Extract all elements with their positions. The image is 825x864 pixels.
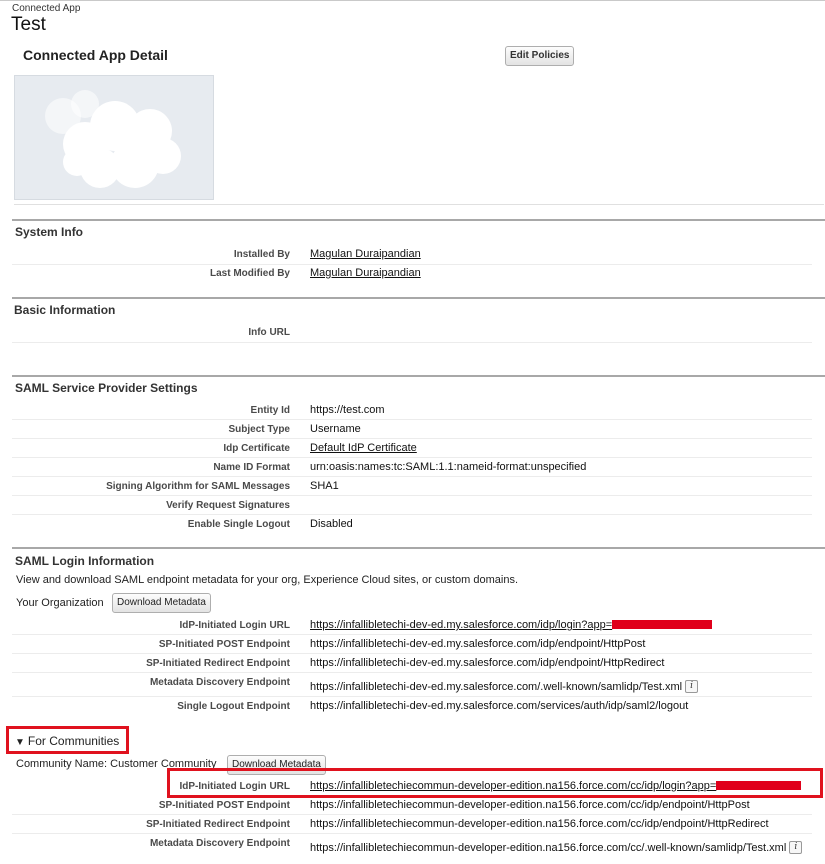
- basic-info-title: Basic Information: [14, 303, 116, 317]
- signing-algorithm-value: SHA1: [310, 480, 339, 492]
- row-divider: [12, 438, 812, 439]
- row-divider: [12, 419, 812, 420]
- community-sp-redirect-value: https://infallibletechiecommun-developer-edition.na156.force.com/cc/idp/endpoint/HttpRedirect: [310, 818, 769, 830]
- org-metadata-discovery-label: Metadata Discovery Endpoint: [149, 677, 290, 688]
- row-divider: [12, 342, 812, 343]
- info-url-label: Info URL: [248, 327, 290, 338]
- community-sp-redirect-label: SP-Initiated Redirect Endpoint: [146, 819, 290, 830]
- enable-single-logout-value: Disabled: [310, 518, 353, 530]
- community-sp-post-label: SP-Initiated POST Endpoint: [158, 800, 290, 811]
- saml-login-title: SAML Login Information: [15, 554, 155, 568]
- row-divider: [12, 495, 812, 496]
- org-sp-post-label: SP-Initiated POST Endpoint: [158, 639, 290, 650]
- enable-single-logout-label: Enable Single Logout: [187, 519, 290, 530]
- last-modified-by-label: Last Modified By: [209, 268, 290, 279]
- org-idp-login-url[interactable]: [310, 619, 712, 631]
- info-icon[interactable]: i: [685, 680, 698, 693]
- saml-sp-bar: [12, 375, 825, 377]
- saml-sp-title: SAML Service Provider Settings: [15, 381, 198, 395]
- divider: [14, 204, 824, 205]
- for-communities-label: For Communities: [27, 734, 120, 748]
- row-divider: [12, 634, 812, 635]
- community-idp-login-url-label: IdP-Initiated Login URL: [179, 781, 290, 792]
- org-single-logout-label: Single Logout Endpoint: [177, 701, 290, 712]
- cloud-logo-icon: [15, 76, 214, 200]
- row-divider: [12, 457, 812, 458]
- row-divider: [12, 514, 812, 515]
- community-idp-login-url[interactable]: [310, 780, 801, 792]
- last-modified-by-link[interactable]: Magulan Duraipandian: [310, 267, 421, 279]
- idp-certificate-label: Idp Certificate: [223, 443, 290, 454]
- org-metadata-discovery: [310, 680, 698, 693]
- edit-policies-button[interactable]: Edit Policies: [505, 46, 574, 66]
- org-idp-login-url-label: IdP-Initiated Login URL: [179, 620, 290, 631]
- for-communities-toggle[interactable]: [15, 734, 119, 748]
- idp-certificate-link[interactable]: Default IdP Certificate: [310, 442, 417, 454]
- community-sp-post-value: https://infallibletechiecommun-developer-edition.na156.force.com/cc/idp/endpoint/HttpPost: [310, 799, 750, 811]
- basic-info-bar: [12, 297, 825, 299]
- saml-login-description: View and download SAML endpoint metadata for your org, Experience Cloud sites, or custom domains.: [16, 574, 518, 586]
- entity-id-value: https://test.com: [310, 404, 385, 416]
- signing-algorithm-label: Signing Algorithm for SAML Messages: [106, 481, 290, 492]
- row-divider: [12, 653, 812, 654]
- installed-by-link[interactable]: Magulan Duraipandian: [310, 248, 421, 260]
- top-border: [0, 0, 825, 1]
- info-icon[interactable]: i: [789, 841, 802, 854]
- community-name: Community Name: Customer Community: [16, 758, 217, 770]
- org-sp-redirect-label: SP-Initiated Redirect Endpoint: [146, 658, 290, 669]
- community-metadata-discovery-label: Metadata Discovery Endpoint: [149, 838, 290, 849]
- row-divider: [12, 672, 812, 673]
- download-metadata-button[interactable]: Download Metadata: [112, 593, 211, 613]
- breadcrumb[interactable]: Connected App: [12, 3, 81, 14]
- row-divider: [12, 814, 812, 815]
- row-divider: [12, 833, 812, 834]
- detail-section-title: Connected App Detail: [23, 47, 168, 63]
- page-title: Test: [11, 14, 46, 35]
- name-id-format-value: urn:oasis:names:tc:SAML:1.1:nameid-format:unspecified: [310, 461, 587, 473]
- community-idp-login-url-link[interactable]: https://infallibletechiecommun-developer-edition.na156.force.com/cc/idp/login?app=: [310, 780, 717, 792]
- subject-type-value: Username: [310, 423, 361, 435]
- saml-login-bar: [12, 547, 825, 549]
- row-divider: [12, 476, 812, 477]
- org-single-logout-value: https://infallibletechi-dev-ed.my.salesforce.com/services/auth/idp/saml2/logout: [310, 700, 689, 712]
- redaction-mark: [612, 620, 712, 629]
- row-divider: [12, 696, 812, 697]
- org-metadata-discovery-value: https://infallibletechi-dev-ed.my.salesforce.com/.well-known/samlidp/Test.xml: [310, 681, 683, 693]
- system-info-title: System Info: [15, 225, 84, 239]
- system-info-bar: [12, 219, 825, 221]
- verify-request-signatures-label: Verify Request Signatures: [166, 500, 290, 511]
- org-sp-redirect-value: https://infallibletechi-dev-ed.my.salesforce.com/idp/endpoint/HttpRedirect: [310, 657, 665, 669]
- triangle-down-icon: ▼: [15, 737, 25, 748]
- subject-type-label: Subject Type: [228, 424, 290, 435]
- community-download-metadata-button[interactable]: Download Metadata: [227, 755, 326, 775]
- org-sp-post-value: https://infallibletechi-dev-ed.my.salesforce.com/idp/endpoint/HttpPost: [310, 638, 646, 650]
- your-organization-label: Your Organization: [16, 597, 104, 609]
- name-id-format-label: Name ID Format: [213, 462, 290, 473]
- entity-id-label: Entity Id: [250, 405, 290, 416]
- community-metadata-discovery-value: https://infallibletechiecommun-developer-edition.na156.force.com/cc/.well-known/samlidp/Test.xml: [310, 842, 787, 854]
- community-metadata-discovery: [310, 841, 802, 854]
- org-idp-login-url-link[interactable]: https://infallibletechi-dev-ed.my.salesforce.com/idp/login?app=: [310, 619, 613, 631]
- row-divider: [12, 264, 812, 265]
- installed-by-label: Installed By: [233, 249, 290, 260]
- redaction-mark: [716, 781, 801, 790]
- app-logo: [14, 75, 214, 200]
